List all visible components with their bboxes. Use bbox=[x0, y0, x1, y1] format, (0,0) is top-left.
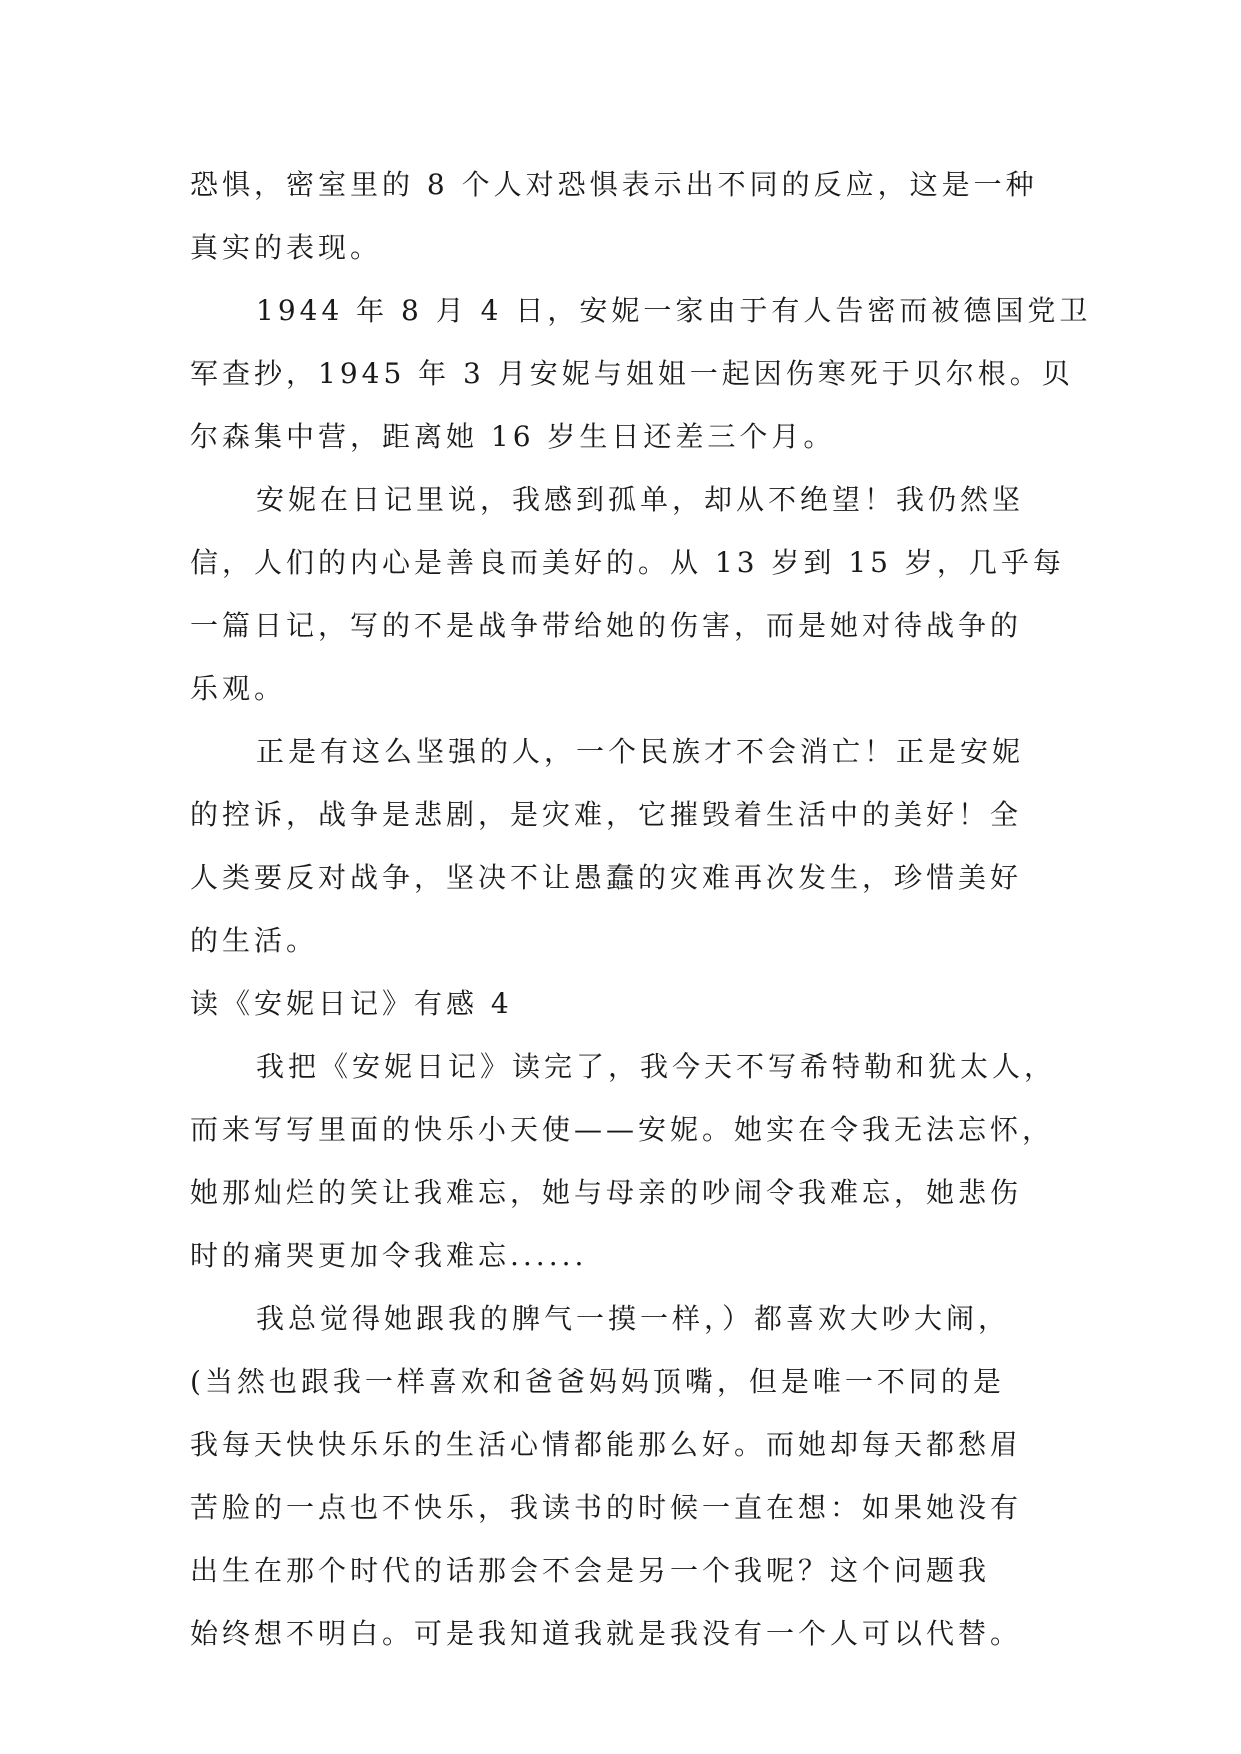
text-line: 苦脸的一点也不快乐，我读书的时候一直在想：如果她没有 bbox=[190, 1491, 1023, 1524]
text-line: 军查抄，1945 年 3 月安妮与姐姐一起因伤寒死于贝尔根。贝 bbox=[190, 357, 1074, 390]
text-line: 而来写写里面的快乐小天使——安妮。她实在令我无法忘怀， bbox=[190, 1113, 1055, 1146]
document-body bbox=[190, 153, 1092, 1665]
text-line: 始终想不明白。可是我知道我就是我没有一个人可以代替。 bbox=[190, 1617, 1023, 1650]
text-line: 一篇日记，写的不是战争带给她的伤害，而是她对待战争的 bbox=[190, 609, 1023, 642]
text-line: 出生在那个时代的话那会不会是另一个我呢？这个问题我 bbox=[190, 1554, 991, 1587]
paragraph-1 bbox=[190, 153, 1060, 279]
text-line: 信，人们的内心是善良而美好的。从 13 岁到 15 岁，几乎每 bbox=[190, 546, 1065, 579]
text-line: 时的痛哭更加令我难忘...... bbox=[190, 1239, 588, 1272]
text-line: 我每天快快乐乐的生活心情都能那么好。而她却每天都愁眉 bbox=[190, 1428, 1023, 1461]
text-line: 我总觉得她跟我的脾气一摸一样，）都喜欢大吵大闹， bbox=[256, 1302, 1011, 1335]
paragraph-2 bbox=[190, 279, 1092, 468]
text-line: 乐观。 bbox=[190, 672, 287, 705]
heading-text: 读《安妮日记》有感 4 bbox=[190, 987, 513, 1020]
text-line: 正是有这么坚强的人，一个民族才不会消亡！正是安妮 bbox=[256, 735, 1025, 768]
text-line: (当然也跟我一样喜欢和爸爸妈妈顶嘴，但是唯一不同的是 bbox=[190, 1365, 1005, 1398]
text-line: 真实的表现。 bbox=[190, 231, 383, 264]
paragraph-4 bbox=[190, 720, 1060, 972]
paragraph-6 bbox=[190, 1287, 1060, 1665]
text-line: 尔森集中营，距离她 16 岁生日还差三个月。 bbox=[190, 420, 836, 453]
text-line: 人类要反对战争，坚决不让愚蠢的灾难再次发生，珍惜美好 bbox=[190, 861, 1023, 894]
paragraph-3 bbox=[190, 468, 1065, 720]
section-heading bbox=[190, 972, 1060, 1035]
paragraph-5 bbox=[190, 1035, 1060, 1287]
text-line: 的生活。 bbox=[190, 924, 319, 957]
text-line: 恐惧，密室里的 8 个人对恐惧表示出不同的反应，这是一种 bbox=[190, 168, 1038, 201]
text-line: 安妮在日记里说，我感到孤单，却从不绝望！我仍然坚 bbox=[256, 483, 1025, 516]
text-line: 的控诉，战争是悲剧，是灾难，它摧毁着生活中的美好！全 bbox=[190, 798, 1023, 831]
text-line: 她那灿烂的笑让我难忘，她与母亲的吵闹令我难忘，她悲伤 bbox=[190, 1176, 1023, 1209]
text-line: 1944 年 8 月 4 日，安妮一家由于有人告密而被德国党卫 bbox=[256, 294, 1092, 327]
text-line: 我把《安妮日记》读完了，我今天不写希特勒和犹太人， bbox=[256, 1050, 1057, 1083]
